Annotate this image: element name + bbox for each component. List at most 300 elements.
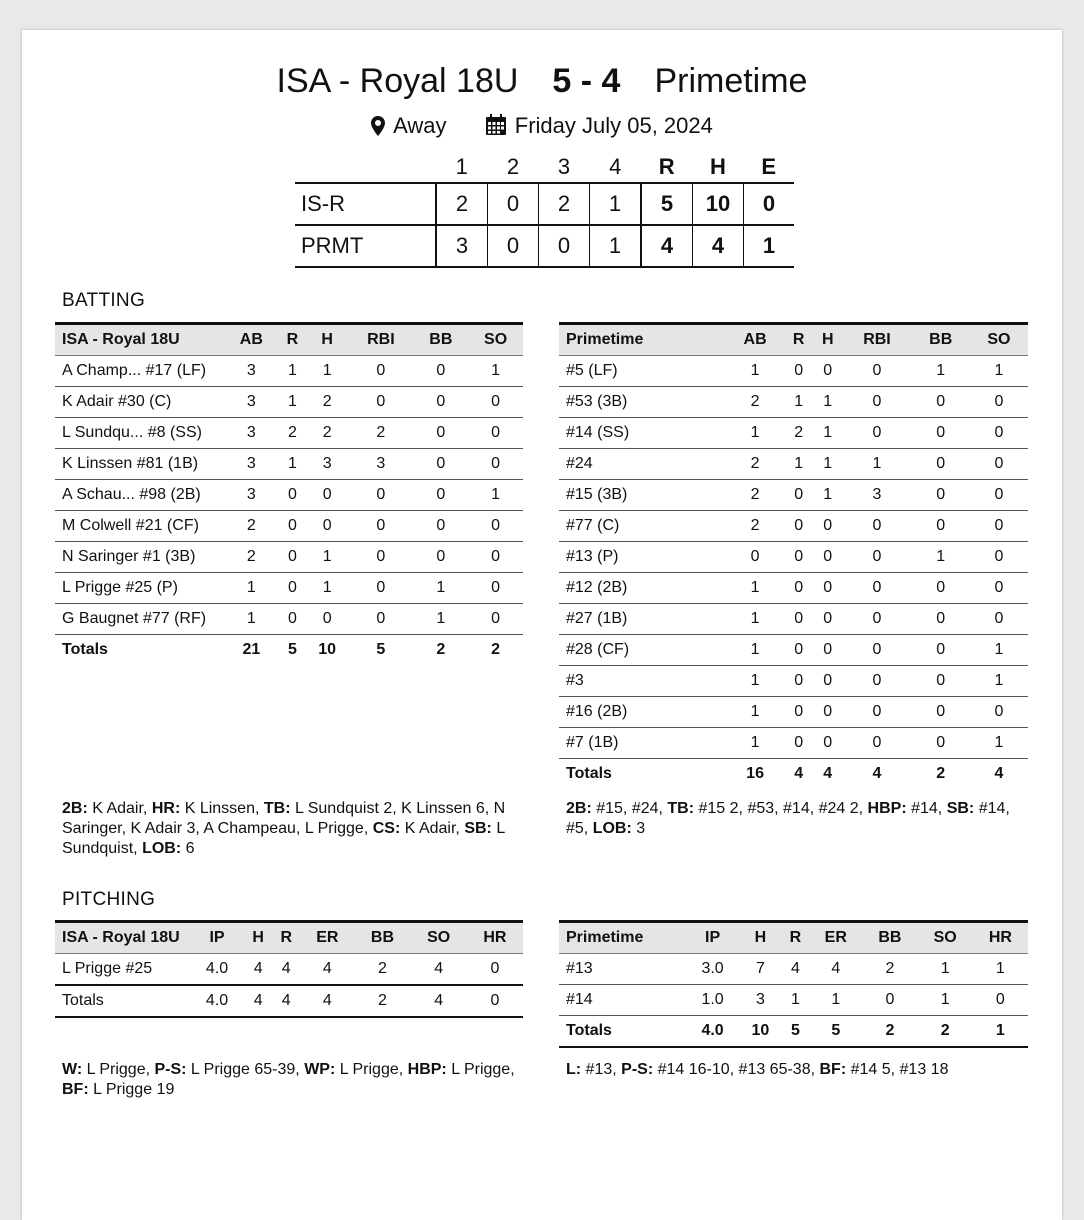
stat-cell: 3 <box>224 387 279 418</box>
table-row <box>559 418 1028 449</box>
stat-cell: 1 <box>918 954 973 985</box>
stat-cell: 0 <box>784 511 813 542</box>
column-header: AB <box>726 324 784 356</box>
stat-cell: 0 <box>784 604 813 635</box>
stat-cell: 4 <box>782 954 810 985</box>
totals-label: Totals <box>55 985 190 1017</box>
stat-cell: 1 <box>970 356 1028 387</box>
stat-cell: 0 <box>912 418 970 449</box>
player-name: #7 (1B) <box>559 728 726 759</box>
note-text: L Sundquist 2, K Linssen 6, N Saringer, K Adair 3, A Champeau, L Prigge, <box>62 800 506 837</box>
team-header: Primetime <box>559 324 726 356</box>
note-text: #14, <box>906 800 947 817</box>
note-label: TB: <box>263 800 291 817</box>
stat-cell: 1 <box>813 387 842 418</box>
stat-cell: 1 <box>782 985 810 1016</box>
player-name: #28 (CF) <box>559 635 726 666</box>
stat-cell: 3 <box>224 418 279 449</box>
stat-cell: 2 <box>726 387 784 418</box>
stat-cell: 0 <box>468 542 523 573</box>
totals-label: Totals <box>62 641 108 658</box>
stat-cell: 0 <box>970 418 1028 449</box>
linescore-team: PRMT <box>295 225 436 267</box>
stat-cell: 0 <box>414 480 469 511</box>
linescore-table <box>295 152 794 268</box>
stat-cell: 0 <box>912 387 970 418</box>
totals-cell: 5 <box>782 1016 810 1048</box>
totals-cell: 4 <box>823 765 833 782</box>
totals-cell: 2 <box>436 641 446 658</box>
note-label: 2B: <box>62 800 88 817</box>
note-label: LOB: <box>142 840 182 857</box>
linescore-team: IS-R <box>295 183 436 225</box>
stat-cell: 2 <box>224 511 279 542</box>
stat-cell: 1 <box>306 573 348 604</box>
note-text: K Adair, <box>400 820 465 837</box>
stat-cell: 2 <box>279 418 306 449</box>
stat-cell: 0 <box>784 480 813 511</box>
linescore-row <box>295 225 794 267</box>
stat-cell: 0 <box>842 697 911 728</box>
stat-cell: 0 <box>784 728 813 759</box>
column-header: IP <box>686 922 739 954</box>
note-text: #14, #5, <box>566 800 1010 837</box>
totals-cell: 10 <box>318 641 337 658</box>
box-header-row <box>559 922 1028 954</box>
stat-cell: 2 <box>306 418 348 449</box>
stat-cell: 0 <box>912 728 970 759</box>
stat-cell: 0 <box>912 480 970 511</box>
column-header: ER <box>300 922 354 954</box>
batting-section-title: BATTING <box>62 290 146 311</box>
totals-cell: 4 <box>272 985 300 1017</box>
game-title <box>0 62 1084 101</box>
player-name: K Linssen #81 (1B) <box>55 449 224 480</box>
stat-cell: 0 <box>842 418 911 449</box>
stat-cell: 0 <box>784 356 813 387</box>
stat-cell: 1 <box>784 387 813 418</box>
stat-cell: 0 <box>348 387 413 418</box>
totals-row <box>559 1016 1028 1048</box>
column-header: R <box>784 324 813 356</box>
stat-cell: 3 <box>224 449 279 480</box>
stat-cell: 0 <box>973 985 1028 1016</box>
stat-cell: 0 <box>813 604 842 635</box>
stat-cell: 1 <box>973 954 1028 985</box>
linescore-row <box>295 183 794 225</box>
linescore-header-team <box>295 152 436 183</box>
stat-cell: 2 <box>224 542 279 573</box>
stat-cell: 0 <box>813 666 842 697</box>
table-row <box>559 697 1028 728</box>
stat-cell: 0 <box>813 511 842 542</box>
stat-cell: 0 <box>467 954 523 986</box>
stat-cell: 0 <box>306 604 348 635</box>
table-row <box>55 418 523 449</box>
stat-cell: 3 <box>224 480 279 511</box>
linescore-r-cell: 5 <box>641 183 693 225</box>
stat-cell: 0 <box>468 511 523 542</box>
player-name: M Colwell #21 (CF) <box>55 511 224 542</box>
table-row <box>559 604 1028 635</box>
stat-cell: 0 <box>842 387 911 418</box>
totals-label: Totals <box>566 765 612 782</box>
final-score: 5 - 4 <box>552 62 621 100</box>
note-text: L Prigge, <box>446 1061 515 1078</box>
table-row <box>55 573 523 604</box>
note-label: L: <box>566 1061 582 1078</box>
totals-cell: 2 <box>936 765 946 782</box>
note-text: L Prigge 65-39, <box>186 1061 305 1078</box>
stat-cell: 2 <box>726 511 784 542</box>
stat-cell: 1 <box>813 480 842 511</box>
stat-cell: 2 <box>306 387 348 418</box>
stat-cell: 3 <box>842 480 911 511</box>
column-header: BB <box>354 922 410 954</box>
linescore-inning-cell: 1 <box>590 225 642 267</box>
stat-cell: 1 <box>813 449 842 480</box>
stat-cell: 3 <box>224 356 279 387</box>
stat-cell: 0 <box>842 604 911 635</box>
note-label: P-S: <box>621 1061 654 1078</box>
stat-cell: 0 <box>279 542 306 573</box>
stat-cell: 0 <box>813 728 842 759</box>
linescore-inning-cell: 0 <box>539 225 590 267</box>
stat-cell: 0 <box>912 635 970 666</box>
stat-cell: 1 <box>970 635 1028 666</box>
note-label: 2B: <box>566 800 592 817</box>
stat-cell: 0 <box>842 542 911 573</box>
totals-cell: 4 <box>300 985 354 1017</box>
stat-cell: 0 <box>279 480 306 511</box>
stat-cell: 1 <box>842 449 911 480</box>
box-header-row <box>55 922 523 954</box>
note-text: L Prigge, <box>82 1061 155 1078</box>
stat-cell: 1 <box>306 542 348 573</box>
note-text: L Sundquist, <box>62 820 505 857</box>
player-name: #16 (2B) <box>559 697 726 728</box>
table-row <box>559 635 1028 666</box>
player-name: #27 (1B) <box>559 604 726 635</box>
linescore-header-1: 1 <box>455 154 468 179</box>
stat-cell: 0 <box>970 542 1028 573</box>
stat-cell: 0 <box>912 511 970 542</box>
stat-cell: 0 <box>726 542 784 573</box>
linescore-header-r: R <box>658 154 675 179</box>
stat-cell: 1 <box>279 387 306 418</box>
column-header: RBI <box>348 324 413 356</box>
stat-cell: 0 <box>912 573 970 604</box>
note-label: W: <box>62 1061 83 1078</box>
column-header: SO <box>970 324 1028 356</box>
stat-cell: 0 <box>842 356 911 387</box>
table-row <box>559 356 1028 387</box>
table-row <box>55 511 523 542</box>
stat-cell: 1 <box>970 666 1028 697</box>
table-row <box>559 728 1028 759</box>
stat-cell: 4 <box>809 954 862 985</box>
stat-cell: 0 <box>813 635 842 666</box>
stat-cell: 4 <box>244 954 272 986</box>
stat-cell: 2 <box>784 418 813 449</box>
linescore-inning-cell: 2 <box>539 183 590 225</box>
team-header: Primetime <box>559 922 686 954</box>
totals-cell: 2 <box>354 985 410 1017</box>
stat-cell: 1 <box>912 356 970 387</box>
totals-cell: 4 <box>994 765 1004 782</box>
stat-cell: 0 <box>842 728 911 759</box>
linescore-inning-cell: 3 <box>436 225 488 267</box>
stat-cell: 0 <box>414 356 469 387</box>
pitching-notes-away <box>62 1060 524 1100</box>
linescore-header-2: 2 <box>506 154 520 179</box>
player-name: N Saringer #1 (3B) <box>55 542 224 573</box>
note-label: HR: <box>151 800 181 817</box>
note-text: #15 2, #53, #14, #24 2, <box>694 800 868 817</box>
stat-cell: 0 <box>912 697 970 728</box>
totals-row <box>55 985 523 1017</box>
table-row <box>559 666 1028 697</box>
stat-cell: 7 <box>739 954 782 985</box>
note-label: HBP: <box>407 1061 447 1078</box>
totals-row <box>55 635 523 666</box>
note-text: L Prigge, <box>335 1061 408 1078</box>
player-name: #15 (3B) <box>559 480 726 511</box>
totals-cell: 2 <box>918 1016 973 1048</box>
stat-cell: 1 <box>306 356 348 387</box>
stat-cell: 0 <box>306 511 348 542</box>
stat-cell: 0 <box>784 697 813 728</box>
column-header: R <box>279 324 306 356</box>
linescore-h-cell: 4 <box>693 225 744 267</box>
table-row <box>55 954 523 986</box>
stat-cell: 0 <box>348 604 413 635</box>
totals-cell: 4 <box>794 765 804 782</box>
stat-cell: 0 <box>348 542 413 573</box>
note-label: CS: <box>372 820 401 837</box>
stat-cell: 0 <box>813 542 842 573</box>
stat-cell: 0 <box>813 573 842 604</box>
box-header-row <box>55 324 523 356</box>
table-row <box>559 511 1028 542</box>
player-name: #53 (3B) <box>559 387 726 418</box>
note-text: #14 5, #13 18 <box>846 1061 949 1078</box>
stat-cell: 4 <box>300 954 354 986</box>
column-header: BB <box>862 922 917 954</box>
column-header: HR <box>973 922 1028 954</box>
stat-cell: 0 <box>912 449 970 480</box>
batting-notes-away <box>62 799 524 859</box>
stat-cell: 0 <box>970 449 1028 480</box>
away-team-name: ISA - Royal 18U <box>276 62 519 100</box>
player-name: #14 <box>559 985 686 1016</box>
stat-cell: 4 <box>272 954 300 986</box>
totals-cell: 4.0 <box>190 985 244 1017</box>
home-team-name: Primetime <box>654 62 808 100</box>
linescore-header-3: 3 <box>557 154 571 179</box>
stat-cell: 1 <box>224 604 279 635</box>
note-text: #15, #24, <box>591 800 668 817</box>
team-header: ISA - Royal 18U <box>55 324 224 356</box>
box-header-row <box>559 324 1028 356</box>
column-header: BB <box>414 324 469 356</box>
note-text: #13, <box>581 1061 622 1078</box>
stat-cell: 1 <box>970 728 1028 759</box>
stat-cell: 1 <box>279 449 306 480</box>
note-label: LOB: <box>592 820 632 837</box>
stat-cell: 1 <box>414 573 469 604</box>
stat-cell: 0 <box>970 480 1028 511</box>
stat-cell: 1 <box>468 356 523 387</box>
batting-table-home <box>559 322 1028 789</box>
column-header: H <box>813 324 842 356</box>
table-row <box>559 449 1028 480</box>
linescore-inning-cell: 0 <box>488 225 539 267</box>
linescore-e-cell: 0 <box>744 183 795 225</box>
stat-cell: 1 <box>809 985 862 1016</box>
stat-cell: 1 <box>784 449 813 480</box>
note-text: 6 <box>181 840 195 857</box>
column-header: ER <box>809 922 862 954</box>
player-name: #13 (P) <box>559 542 726 573</box>
player-name: K Adair #30 (C) <box>55 387 224 418</box>
column-header: HR <box>467 922 523 954</box>
note-label: HBP: <box>867 800 907 817</box>
stat-cell: 0 <box>842 666 911 697</box>
stat-cell: 0 <box>468 604 523 635</box>
note-text: 3 <box>631 820 646 837</box>
column-header: RBI <box>842 324 911 356</box>
pitching-notes-home <box>566 1060 1028 1080</box>
stat-cell: 0 <box>468 418 523 449</box>
table-row <box>559 480 1028 511</box>
stat-cell: 0 <box>784 573 813 604</box>
note-text: K Linssen, <box>180 800 264 817</box>
stat-cell: 2 <box>354 954 410 986</box>
stat-cell: 0 <box>912 604 970 635</box>
stat-cell: 1 <box>726 697 784 728</box>
stat-cell: 2 <box>348 418 413 449</box>
pitching-table-home <box>559 920 1028 1048</box>
stat-cell: 0 <box>414 511 469 542</box>
player-name: A Schau... #98 (2B) <box>55 480 224 511</box>
player-name: A Champ... #17 (LF) <box>55 356 224 387</box>
stat-cell: 0 <box>279 604 306 635</box>
table-row <box>55 356 523 387</box>
note-label: BF: <box>62 1081 89 1098</box>
table-row <box>559 542 1028 573</box>
pitching-section-title: PITCHING <box>62 889 156 910</box>
note-label: P-S: <box>154 1061 187 1078</box>
note-label: SB: <box>946 800 975 817</box>
stat-cell: 4 <box>411 954 467 986</box>
table-row <box>559 985 1028 1016</box>
stat-cell: 0 <box>813 697 842 728</box>
linescore-inning-cell: 1 <box>590 183 642 225</box>
stat-cell: 3.0 <box>686 954 739 985</box>
player-name: #5 (LF) <box>559 356 726 387</box>
stat-cell: 1 <box>918 985 973 1016</box>
stat-cell: 0 <box>912 666 970 697</box>
stat-cell: 2 <box>862 954 917 985</box>
table-row <box>559 573 1028 604</box>
location-text: Away <box>393 113 447 138</box>
stat-cell: 0 <box>970 387 1028 418</box>
player-name: L Prigge #25 (P) <box>55 573 224 604</box>
stat-cell: 0 <box>862 985 917 1016</box>
stat-cell: 3 <box>348 449 413 480</box>
stat-cell: 0 <box>842 511 911 542</box>
note-label: BF: <box>819 1061 847 1078</box>
totals-cell: 21 <box>242 641 261 658</box>
stat-cell: 0 <box>842 573 911 604</box>
stat-cell: 1 <box>726 356 784 387</box>
stat-cell: 0 <box>414 449 469 480</box>
stat-cell: 2 <box>726 480 784 511</box>
totals-label: Totals <box>559 1016 686 1048</box>
totals-cell: 5 <box>376 641 386 658</box>
stat-cell: 1 <box>468 480 523 511</box>
note-text: L Prigge 19 <box>88 1081 175 1098</box>
totals-cell: 10 <box>739 1016 782 1048</box>
table-row <box>559 387 1028 418</box>
column-header: SO <box>468 324 523 356</box>
stat-cell: 0 <box>970 573 1028 604</box>
pitching-table-away <box>55 920 523 1018</box>
player-name: G Baugnet #77 (RF) <box>55 604 224 635</box>
stat-cell: 0 <box>279 573 306 604</box>
table-row <box>55 542 523 573</box>
stat-cell: 1 <box>279 356 306 387</box>
stat-cell: 0 <box>468 387 523 418</box>
linescore-header-4: 4 <box>609 154 622 179</box>
totals-cell: 0 <box>467 985 523 1017</box>
stat-cell: 0 <box>414 387 469 418</box>
stat-cell: 1 <box>726 604 784 635</box>
stat-cell: 1 <box>726 635 784 666</box>
date-text: Friday July 05, 2024 <box>514 113 713 138</box>
stat-cell: 0 <box>842 635 911 666</box>
linescore-inning-cell: 0 <box>488 183 539 225</box>
calendar-icon <box>485 114 507 142</box>
player-name: #13 <box>559 954 686 985</box>
player-name: L Prigge #25 <box>55 954 190 986</box>
stat-cell: 0 <box>348 573 413 604</box>
player-name: #77 (C) <box>559 511 726 542</box>
stat-cell: 0 <box>279 511 306 542</box>
stat-cell: 1 <box>224 573 279 604</box>
stat-cell: 0 <box>784 666 813 697</box>
totals-cell: 5 <box>287 641 297 658</box>
column-header: R <box>272 922 300 954</box>
stat-cell: 0 <box>348 511 413 542</box>
totals-cell: 2 <box>862 1016 917 1048</box>
column-header: IP <box>190 922 244 954</box>
table-row <box>559 954 1028 985</box>
linescore-r-cell: 4 <box>641 225 693 267</box>
stat-cell: 0 <box>970 604 1028 635</box>
stat-cell: 3 <box>306 449 348 480</box>
stat-cell: 4.0 <box>190 954 244 986</box>
totals-cell: 4 <box>244 985 272 1017</box>
column-header: H <box>244 922 272 954</box>
column-header: H <box>739 922 782 954</box>
table-row <box>55 449 523 480</box>
stat-cell: 0 <box>414 418 469 449</box>
totals-cell: 4.0 <box>686 1016 739 1048</box>
stat-cell: 1 <box>726 728 784 759</box>
note-label: WP: <box>304 1061 336 1078</box>
